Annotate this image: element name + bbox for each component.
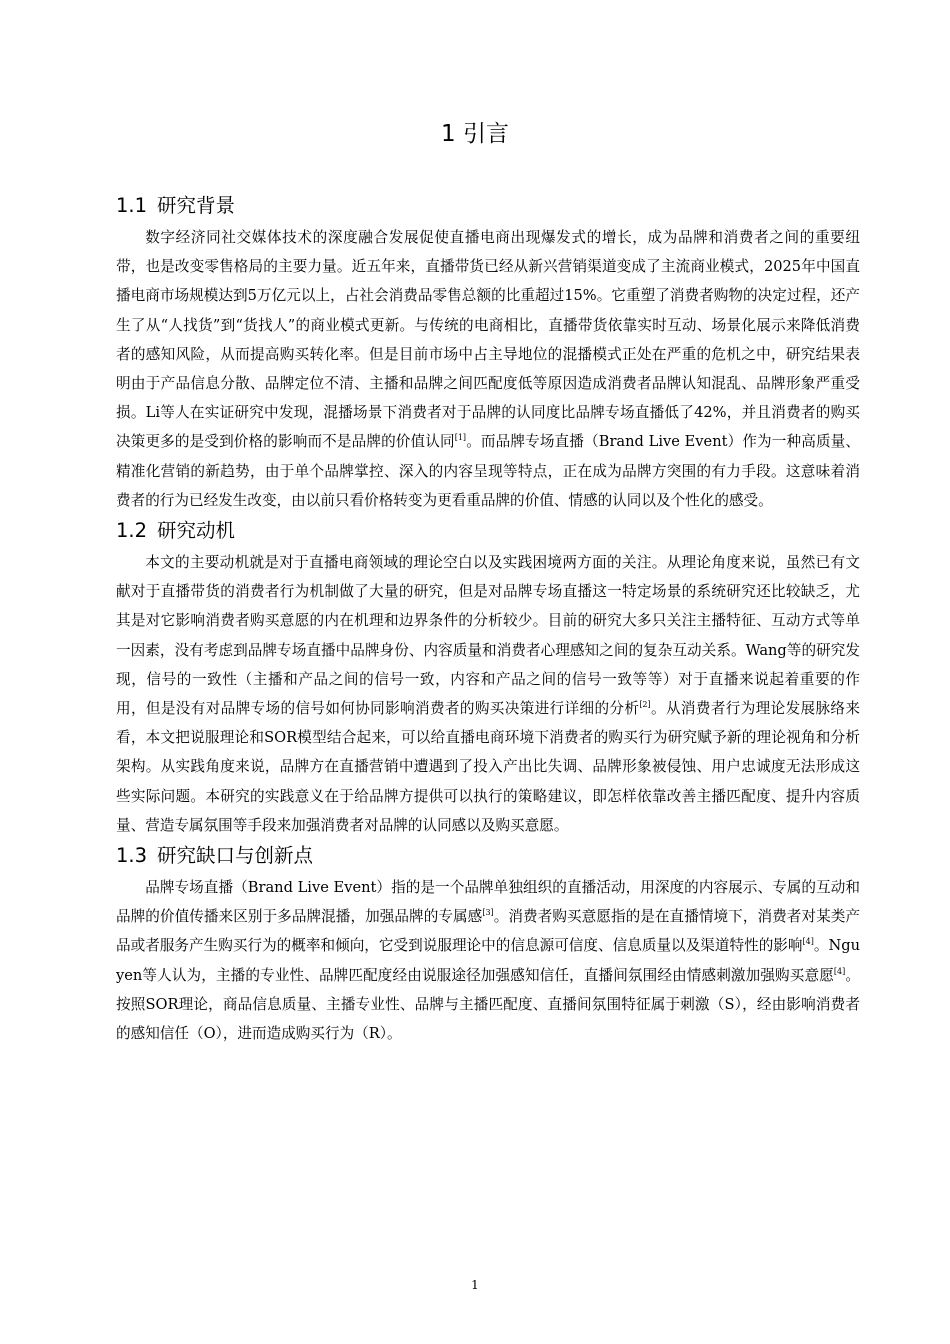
- section-title: 研究动机: [157, 519, 236, 543]
- section-number: 1.2: [116, 519, 148, 543]
- paragraph-text: 。Nguyen等人认为，主播的专业性、品牌匹配度经由说服途径加强感知信任，直播间氛围经由情感刺激加强购买意愿: [116, 937, 860, 984]
- document-body: [116, 190, 860, 1048]
- page-number: 1: [471, 1278, 479, 1292]
- section-title: 研究背景: [157, 194, 236, 217]
- chapter-title: 1 引言: [441, 121, 509, 147]
- paragraph-text: 。从消费者行为理论发展脉络来看，本文把说服理论和SOR模型结合起来，可以给直播电商环境下消费者的购买行为研究赋予新的理论视角和分析架构。从实践角度来说，品牌方在直播营销中遭遇到了投入产出比失调、品牌形象被侵蚀、用户忠诚度无法形成这些实际问题。本研究的实践意义在于给品牌方提供可以执行的策略建议，即怎样依靠改善主播匹配度、提升内容质量、营造专属氛围等手段来加强消费者对品牌的认同感以及购买意愿。: [116, 700, 860, 834]
- section-heading: [116, 515, 860, 547]
- section-title: 研究缺口与创新点: [157, 844, 314, 868]
- paragraph-text: 品牌专场直播（Brand Live Event）指的是一个品牌单独组织的直播活动，用深度的内容展示、专属的互动和品牌的价值传播来区别于多品牌混播，加强品牌的专属感: [116, 879, 860, 926]
- citation-marker: [4]: [802, 937, 814, 947]
- paragraph-text: 。而品牌专场直播（Brand Live Event）作为一种高质量、精准化营销的新趋势，由于单个品牌掌控、深入的内容呈现等特点，正在成为品牌方突围的有力手段。这意味着消费者的行为已经发生改变，由以前只看价格转变为更看重品牌的价值、情感的认同以及个性化的感受。: [116, 433, 860, 509]
- citation-marker: [2]: [639, 700, 651, 710]
- paragraph-text: 。按照SOR理论，商品信息质量、主播专业性、品牌与主播匹配度、直播间氛围特征属于刺激（S），经由影响消费者的感知信任（O），进而造成购买行为（R）。: [116, 966, 860, 1043]
- citation-marker: [3]: [482, 908, 494, 918]
- section-number: 1.1: [116, 194, 148, 217]
- section-heading: [116, 840, 860, 872]
- body-paragraph: [116, 548, 860, 840]
- paragraph-text: 数字经济同社交媒体技术的深度融合发展促使直播电商出现爆发式的增长，成为品牌和消费者之间的重要纽带，也是改变零售格局的主要力量。近五年来，直播带货已经从新兴营销渠道变成了主流商业模式，2025年中国直播电商市场规模达到5万亿元以上，占社会消费品零售总额的比重超过15%。它重塑了消费者购物的决定过程，还产生了从“人找货”到“货找人”的商业模式更新。与传统的电商相比，直播带货依靠实时互动、场景化展示来降低消费者的感知风险，从而提高购买转化率。但是目前市场中占主导地位的混播模式正处在严重的危机之中，研究结果表明由于产品信息分散、品牌定位不清、主播和品牌之间匹配度低等原因造成消费者品牌认知混乱、品牌形象严重受损。Li等人在实证研究中发现，混播场景下消费者对于品牌的认同度比品牌专场直播低了42%，并且消费者的购买决策更多的是受到价格的影响而不是品牌的价值认同: [116, 229, 860, 451]
- body-paragraph: [116, 223, 860, 515]
- citation-marker: [1]: [454, 433, 467, 443]
- paragraph-text: 本文的主要动机就是对于直播电商领域的理论空白以及实践困境两方面的关注。从理论角度来说，虽然已有文献对于直播带货的消费者行为机制做了大量的研究，但是对品牌专场直播这一特定场景的系统研究还比较缺乏，尤其是对它影响消费者购买意愿的内在机理和边界条件的分析较少。目前的研究大多只关注主播特征、互动方式等单一因素，没有考虑到品牌专场直播中品牌身份、内容质量和消费者心理感知之间的复杂互动关系。Wang等的研究发现，信号的一致性（主播和产品之间的信号一致，内容和产品之间的信号一致等等）对于直播来说起着重要的作用，但是没有对品牌专场的信号如何协同影响消费者的购买决策进行详细的分析: [116, 554, 860, 718]
- body-paragraph: [116, 873, 860, 1048]
- paragraph-text: 。消费者购买意愿指的是在直播情境下，消费者对某类产品或者服务产生购买行为的概率和倾向，它受到说服理论中的信息源可信度、信息质量以及渠道特性的影响: [116, 908, 860, 955]
- citation-marker: [4]: [833, 966, 846, 976]
- section-number: 1.3: [116, 844, 148, 868]
- section-heading: [116, 190, 860, 222]
